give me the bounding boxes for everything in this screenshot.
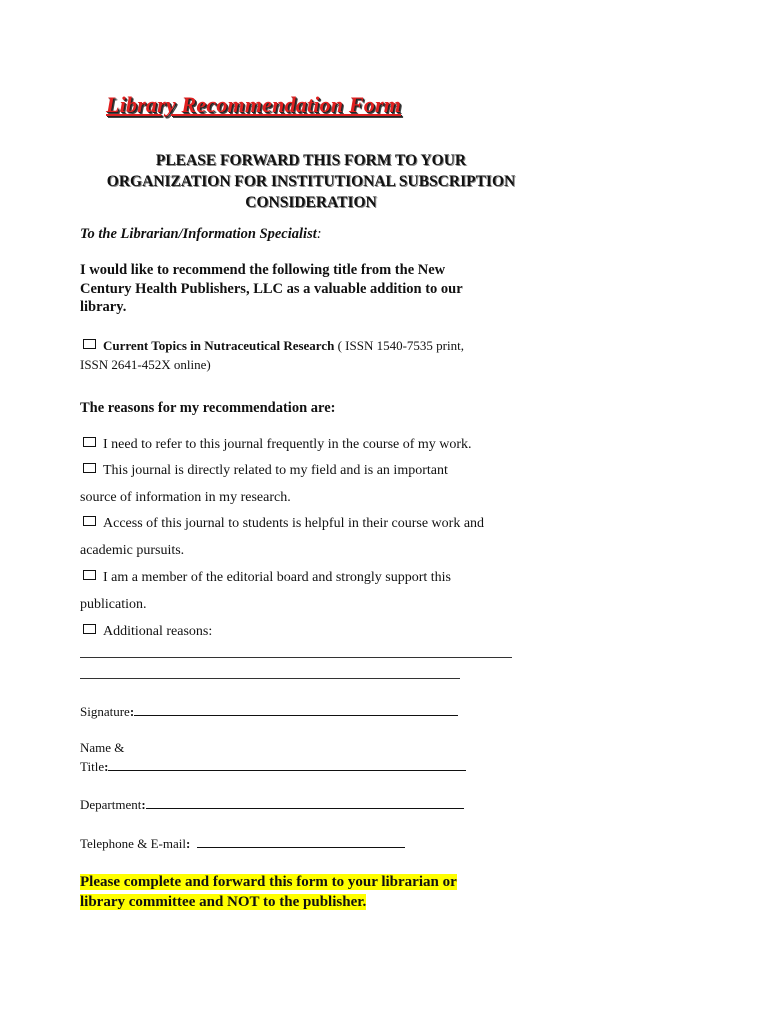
intro-line: library. <box>80 299 127 315</box>
name-title-field <box>80 740 124 756</box>
reason-4-text: I am a member of the editorial board and strongly support this <box>103 570 451 585</box>
reasons-heading: The reasons for my recommendation are: <box>80 400 336 416</box>
additional-reasons-line[interactable] <box>80 657 512 658</box>
journal-option <box>80 334 464 358</box>
signature-label: Signature <box>80 704 130 719</box>
reason-1-checkbox[interactable] <box>83 437 96 447</box>
journal-issn-online: ISSN 2641-452X online) <box>80 357 211 372</box>
signature-field <box>80 704 458 720</box>
forward-line: ORGANIZATION FOR INSTITUTIONAL SUBSCRIPTION <box>106 173 516 190</box>
telephone-field <box>80 836 405 852</box>
highlighted-notice <box>80 872 457 912</box>
notice-line: library committee and NOT to the publisher. <box>80 894 367 910</box>
reason-1-text: I need to refer to this journal frequently in the course of my work. <box>103 437 472 452</box>
journal-issn-print: ( ISSN 1540-7535 print, <box>334 338 464 353</box>
additional-reasons-line[interactable] <box>80 678 460 679</box>
reason-3-checkbox[interactable] <box>83 516 96 526</box>
name-title-colon: : <box>104 759 109 774</box>
reason-1 <box>80 437 472 453</box>
name-title-field-line2 <box>80 759 466 775</box>
intro-paragraph <box>80 261 520 317</box>
intro-line: Century Health Publishers, LLC as a valuable addition to our <box>80 280 463 297</box>
department-input[interactable] <box>146 797 464 809</box>
reason-5 <box>80 624 212 640</box>
reason-2-checkbox[interactable] <box>83 463 96 473</box>
signature-input[interactable] <box>134 704 458 716</box>
name-title-label-line2: Title <box>80 759 105 774</box>
notice-line: Please complete and forward this form to your librarian or <box>80 874 457 890</box>
name-title-label-line1: Name & <box>80 740 125 755</box>
forward-instruction <box>80 150 542 213</box>
journal-checkbox[interactable] <box>83 339 96 349</box>
telephone-colon: : <box>185 836 191 851</box>
reason-4 <box>80 570 451 586</box>
reason-5-text: Additional reasons: <box>103 624 213 639</box>
reason-5-checkbox[interactable] <box>83 624 96 634</box>
signature-colon: : <box>129 704 135 719</box>
reason-4-checkbox[interactable] <box>83 570 96 580</box>
salutation <box>80 226 322 243</box>
reason-3 <box>80 516 484 532</box>
department-label: Department <box>80 797 142 812</box>
reason-2-continued: source of information in my research. <box>80 490 291 505</box>
salutation-colon: : <box>316 226 322 242</box>
journal-name: Current Topics in Nutraceutical Research <box>103 338 335 353</box>
telephone-label: Telephone & E-mail <box>80 836 186 851</box>
intro-line: I would like to recommend the following title from the New <box>80 262 446 278</box>
forward-line: CONSIDERATION <box>245 194 377 211</box>
telephone-input[interactable] <box>197 836 405 848</box>
reason-2-text: This journal is directly related to my field and is an important <box>103 463 448 478</box>
reason-4-continued: publication. <box>80 597 147 612</box>
salutation-text: To the Librarian/Information Specialist <box>80 226 317 242</box>
department-colon: : <box>141 797 146 812</box>
name-title-input[interactable] <box>108 759 466 771</box>
form-title: Library Recommendation Form <box>106 92 402 117</box>
forward-line: PLEASE FORWARD THIS FORM TO YOUR <box>155 152 467 169</box>
reason-3-continued: academic pursuits. <box>80 543 185 558</box>
department-field <box>80 797 464 813</box>
reason-3-text: Access of this journal to students is helpful in their course work and <box>103 516 485 531</box>
reason-2 <box>80 463 448 479</box>
